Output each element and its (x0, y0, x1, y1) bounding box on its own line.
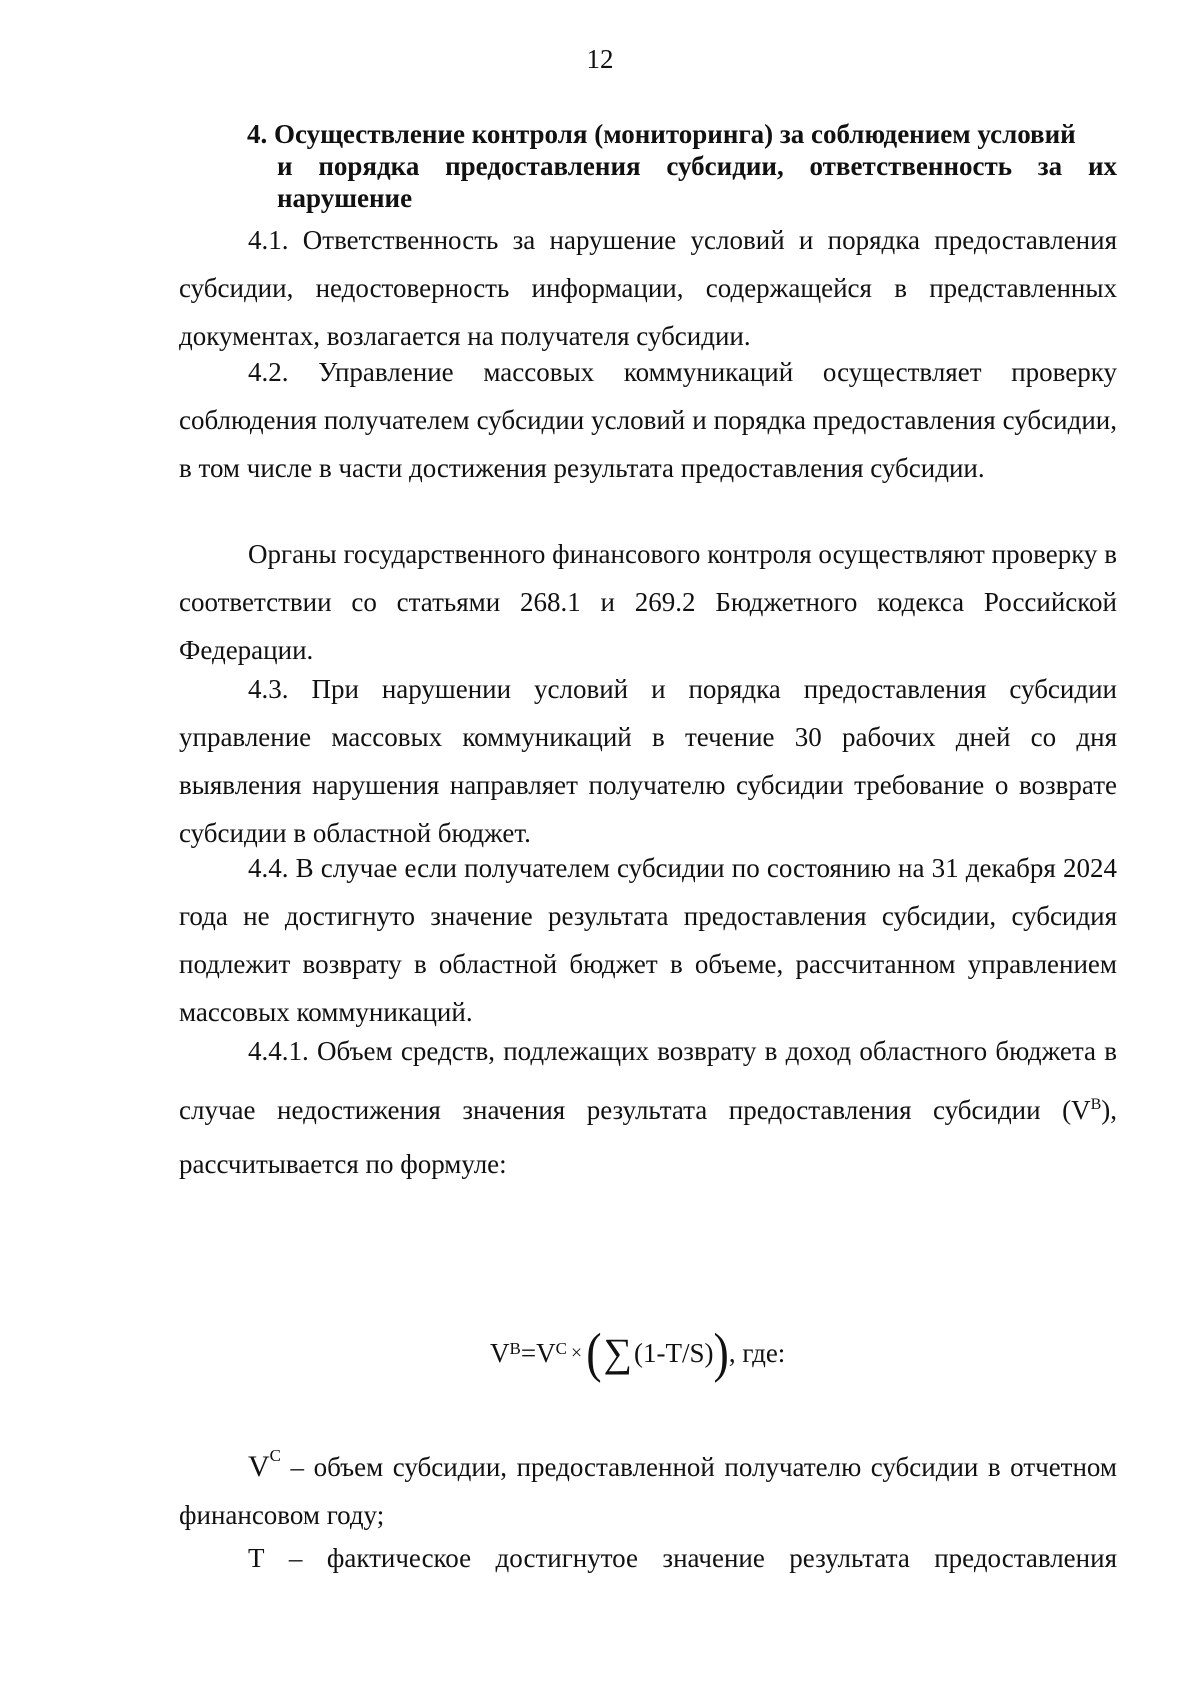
formula-lhs-superscript: В (509, 1339, 521, 1358)
paragraph-4-2: 4.2. Управление массовых коммуникаций осуществляет проверку соблюдения получателем субсидии условий и порядка предоставления субсидии, в том числе в части достижения результата предоставления субсидии. (179, 357, 1117, 483)
heading-line-2: и порядка предоставления субсидии, ответственность за их (277, 151, 1117, 181)
section-heading (247, 118, 1117, 214)
formula-rhs-superscript: С (555, 1339, 567, 1358)
page-number: 12 (586, 44, 614, 74)
definition-vc (179, 1436, 1117, 1539)
formula-open-paren: ( (586, 1321, 602, 1383)
paragraph-4-4-1-superscript: В (1090, 1096, 1102, 1113)
formula-lhs-var: V (490, 1337, 510, 1368)
formula-sigma: ∑ (603, 1330, 633, 1375)
paragraph-4-4: 4.4. В случае если получателем субсидии по состоянию на 31 декабря 2024 года не достигнуто значение результата предоставления субсидии, субсидия подлежит возврату в областной бюджет в объеме, рассчитанном управлением массовых коммуникаций. (179, 853, 1117, 1027)
definition-vc-text: – объем субсидии, предоставленной получателю субсидии в отчетном финансовом году; (179, 1452, 1117, 1530)
paragraph-4-1: 4.1. Ответственность за нарушение условий и порядка предоставления субсидии, недостоверность информации, содержащейся в представленных документах, возлагается на получателя субсидии. (179, 225, 1117, 351)
formula-suffix: , где: (728, 1337, 786, 1368)
definition-vc-var: V (248, 1450, 270, 1483)
paragraph-4-4-1-tail: ), (1101, 1095, 1117, 1125)
formula (490, 1321, 890, 1383)
formula-equals: = (520, 1337, 537, 1368)
heading-line-1: 4. Осуществление контроля (мониторинга) за соблюдением условий (247, 119, 1076, 149)
paragraph-4-3: 4.3. При нарушении условий и порядка предоставления субсидии управление массовых коммуникаций в течение 30 рабочих дней со дня выявления нарушения направляет получателю субсидии требование о возврате субсидии в областной бюджет. (179, 674, 1117, 848)
paragraph-4-4-1 (179, 1024, 1117, 1191)
paragraph-control-organs: Органы государственного финансового контроля осуществляют проверку в соответствии со статьями 268.1 и 269.2 Бюджетного кодекса Российской Федерации. (179, 539, 1117, 665)
heading-line-3: нарушение (277, 183, 413, 213)
paragraph-4-4-1-text: 4.4.1. Объем средств, подлежащих возврату в доход областного бюджета в случае недостижения значения результата предоставления субсидии (V (179, 1036, 1117, 1125)
formula-times: × (570, 1341, 583, 1364)
definition-vc-superscript: С (269, 1446, 282, 1465)
paragraph-4-4-1-end: рассчитывается по формуле: (179, 1149, 507, 1179)
formula-close-paren: ) (713, 1321, 729, 1383)
formula-rhs-var: V (536, 1337, 556, 1368)
definition-t: Т – фактическое достигнутое значение результата предоставления (248, 1543, 1117, 1573)
formula-inner: (1-T/S) (634, 1337, 714, 1368)
